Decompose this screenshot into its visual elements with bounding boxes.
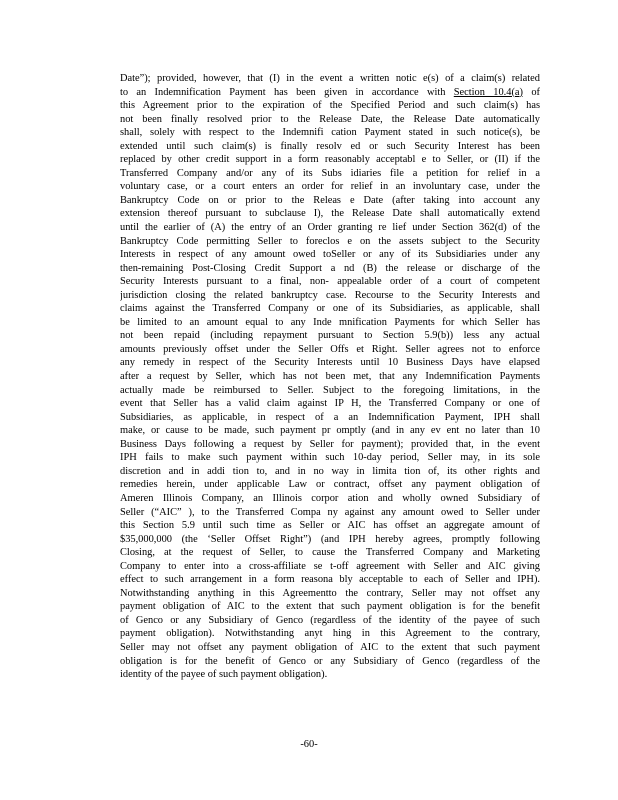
text-line: payment obligation). Notwithstanding anyt hing in this Agreement to the contrary, bbox=[120, 628, 540, 640]
text-line: identity of the payee of such payment obligation). bbox=[120, 669, 328, 681]
text-line: after a request by Seller, which has not been met, that any Indemnification Payments bbox=[120, 371, 540, 383]
text-line: Transferred Company and/or any of its Subs idiaries file a petition for relief in a bbox=[120, 167, 540, 179]
text-line: Ameren Illinois Company, an Illinois corpor ation and wholly owned Subsidiary of bbox=[120, 492, 540, 504]
text-line: obligation is for the benefit of Genco or any Subsidiary of Genco (regardless of the bbox=[120, 655, 540, 667]
text-line: claims against the Transferred Company or one of its Subsidiaries, as applicable, shall bbox=[120, 303, 540, 315]
text-line: extension thereof pursuant to subclause I), the Release Date shall automatically extend bbox=[120, 208, 540, 220]
text-line: Subsidiaries, as applicable, in respect of a an Indemnification Payment, IPH shall bbox=[120, 411, 540, 423]
text-line: Date”); provided, however, that (I) in the event a written notic e(s) of a claim(s) related bbox=[120, 73, 540, 84]
text-segment: to an Indemnification Payment has been given in accordance with bbox=[120, 86, 454, 98]
text-line: event that Seller has a valid claim against IP H, the Transferred Company or one of bbox=[120, 398, 540, 410]
text-line: of Genco or any Subsidiary of Genco (regardless of the identity of the payee of such bbox=[120, 614, 540, 626]
text-line: IPH fails to make such payment within such 10-day period, Seller may, in its sole bbox=[120, 452, 540, 464]
text-segment: of bbox=[523, 86, 540, 98]
body-paragraph bbox=[120, 72, 540, 682]
text-line: replaced by other credit support in a form reasonably acceptabl e to Seller, or (II) if the bbox=[120, 154, 540, 166]
text-line: Notwithstanding anything in this Agreementto the contrary, Seller may not offset any bbox=[120, 587, 540, 599]
text-line: this Agreement prior to the expiration of the Specified Period and such claim(s) has bbox=[120, 100, 540, 112]
section-reference: Section 10.4(a) bbox=[453, 86, 523, 98]
text-line: not been finally resolved prior to the Release Date, the Release Date automatically bbox=[120, 113, 540, 125]
text-line: Seller may not offset any payment obligation of AIC to the extent that such payment bbox=[120, 641, 540, 653]
text-line: Interests in respect of any amount owed toSeller or any of its Subsidiaries under any bbox=[120, 249, 540, 261]
text-line: effect to such arrangement in a form reasona bly acceptable to each of Seller and IPH). bbox=[120, 574, 540, 586]
text-line: shall, solely with respect to the Indemnifi cation Payment stated in such notice(s), be bbox=[120, 127, 540, 139]
text-line: $35,000,000 (the ‘Seller Offset Right”) (and IPH hereby agrees, promptly following bbox=[120, 533, 540, 545]
text-line bbox=[120, 86, 540, 100]
text-line: discretion and in addi tion to, and in no way in limita tion of, its other rights and bbox=[120, 465, 540, 477]
text-line: amounts previously offset under the Seller Offs et Right. Seller agrees not to enforce bbox=[120, 343, 540, 355]
text-line: Bankruptcy Code on or prior to the Releas e Date (after taking into account any bbox=[120, 194, 540, 206]
text-line: any remedy in respect of the Security Interests until 10 Business Days have elapsed bbox=[120, 357, 540, 369]
text-line: remedies herein, under applicable Law or contract, offset any payment obligation of bbox=[120, 479, 540, 491]
text-line: until the earlier of (A) the entry of an Order granting re lief under Section 362(d) of the bbox=[120, 222, 540, 234]
text-line: Seller (“AIC” ), to the Transferred Compa ny against any amount owed to Seller under bbox=[120, 506, 540, 518]
text-line: actually made be reimbursed to Seller. Subject to the foregoing limitations, in the bbox=[120, 384, 540, 396]
text-line: this Section 5.9 until such time as Seller or AIC has offset an aggregate amount of bbox=[120, 520, 540, 532]
text-line: jurisdiction closing the related bankruptcy case. Recourse to the Security Interests and bbox=[120, 289, 540, 301]
text-line: extended until such claim(s) is finally resolv ed or such Security Interest has been bbox=[120, 140, 540, 152]
text-line: Bankruptcy Code permitting Seller to foreclos e on the assets subject to the Security bbox=[120, 235, 540, 247]
text-line: payment obligation of AIC to the extent that such payment obligation is for the benefit bbox=[120, 601, 540, 613]
text-line: then-remaining Post-Closing Credit Support a nd (B) the release or discharge of the bbox=[120, 262, 540, 274]
text-line: Business Days following a request by Seller for payment); provided that, in the event bbox=[120, 438, 540, 450]
text-line: be limited to an amount equal to any Inde mnification Payments for which Seller has bbox=[120, 316, 540, 328]
text-line: make, or cause to be made, such payment pr omptly (and in any ev ent no later than 10 bbox=[120, 425, 540, 437]
text-line: Closing, at the request of Seller, to cause the Transferred Company and Marketing bbox=[120, 547, 540, 559]
text-line: voluntary case, or a court enters an order for relief in an involuntary case, under the bbox=[120, 181, 540, 193]
text-line: Company to enter into a cross-affiliate se t-off agreement with Seller and AIC giving bbox=[120, 560, 540, 572]
text-line: not been repaid (including repayment pursuant to Section 5.9(b)) less any actual bbox=[120, 330, 540, 342]
page-number: -60- bbox=[300, 739, 318, 750]
text-line: Security Interests pursuant to a final, non- appealable order of a court of competent bbox=[120, 276, 540, 288]
